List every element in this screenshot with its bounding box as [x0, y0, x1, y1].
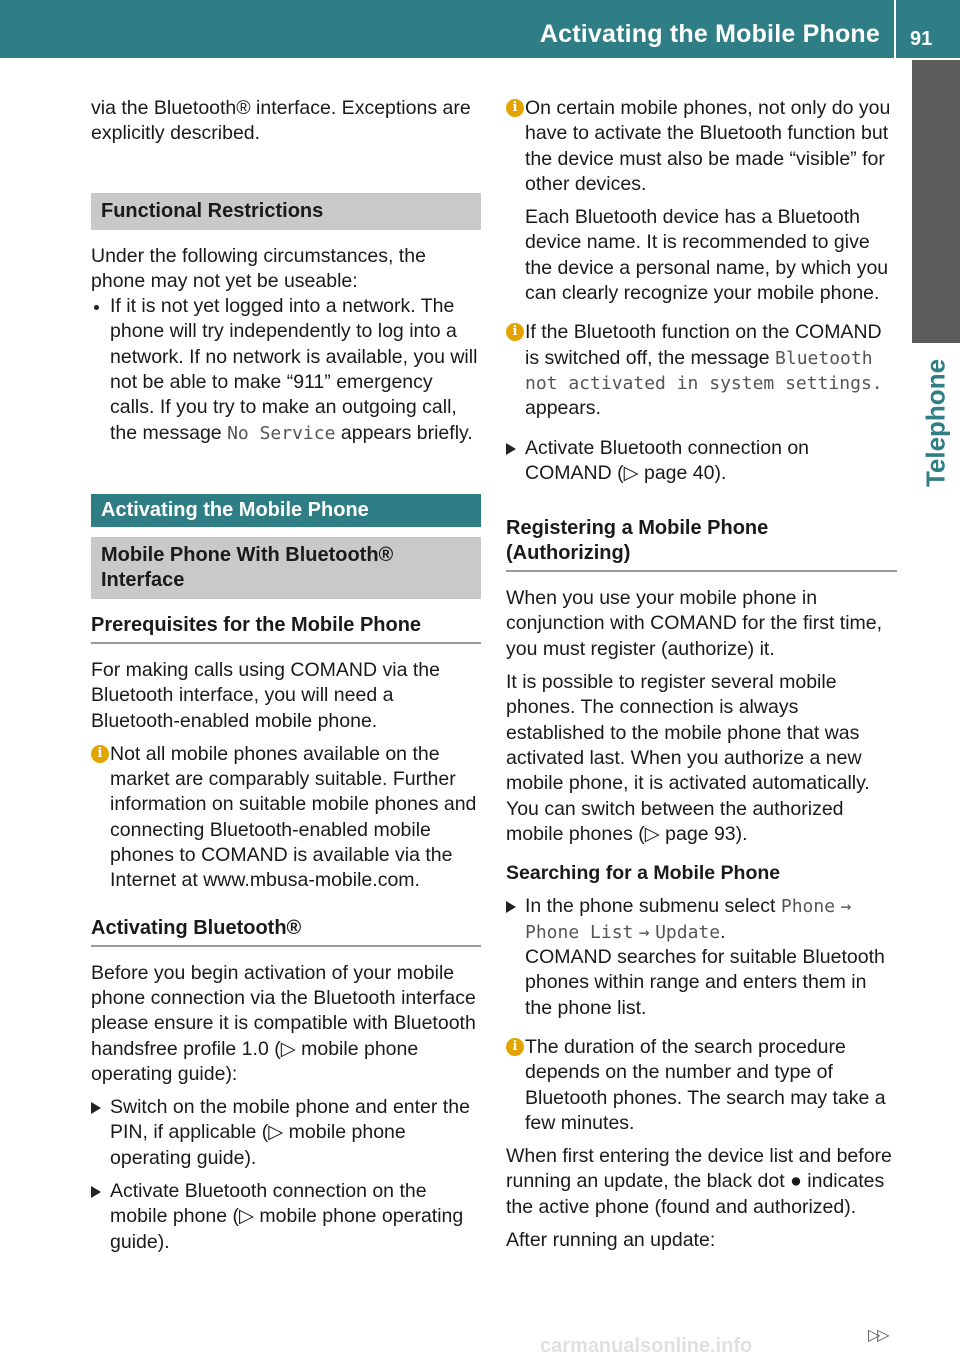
watermark: carmanualsonline.info [540, 1335, 753, 1357]
intro-paragraph: via the Bluetooth® interface. Exceptions are explicitly described. [91, 97, 471, 145]
step-activate-phone-bt: Activate Bluetooth connection on the mobile phone (▷ mobile phone operating guide). [91, 1179, 481, 1255]
path-arrow-icon: → [638, 921, 650, 943]
info-search-duration: i The duration of the search procedure depends on the number and type of Bluetooth phones. The search may take a few minutes. [506, 1035, 897, 1136]
page-number: 91 [910, 28, 933, 50]
page-title: Activating the Mobile Phone [539, 20, 880, 48]
after-update-paragraph: After running an update: [506, 1228, 716, 1251]
prereq-text: For making calls using COMAND via the Bluetooth interface, you will need a Bluetooth-enabled mobile phone. [91, 658, 440, 732]
activating-heading: Activating the Mobile Phone [91, 494, 481, 527]
bullet-dot-icon [94, 305, 99, 310]
info-icon: i [506, 99, 524, 117]
registering-p2: It is possible to register several mobile phones. The connection is always established to the mobile phone that was activated last. When you authorize a new mobile phone, it is activated automatically. You can switch between the authorized mobile phones (▷ page 93). [506, 671, 870, 845]
step-activate-comand-bt: Activate Bluetooth connection on COMAND (▷ page 40). [506, 436, 897, 487]
prereq-heading: Prerequisites for the Mobile Phone [91, 613, 481, 644]
activating-bt-text: Before you begin activation of your mobile phone connection via the Bluetooth interface please ensure it is compatible with Bluetooth handsfree profile 1.0 (▷ mobile phone operating guide): [91, 961, 476, 1085]
bt-not-activated-code: Bluetooth not activated in system settings. [525, 347, 883, 394]
step-switch-on: Switch on the mobile phone and enter the PIN, if applicable (▷ mobile phone operating guide). [91, 1095, 481, 1171]
step-search: In the phone submenu select Phone → Phone List → Update. COMAND searches for suitable Bluetooth phones within range and enters them in the phone list. [506, 894, 897, 1020]
menu-path-phone: Phone [780, 896, 836, 918]
step-arrow-icon [506, 443, 516, 455]
registering-heading: Registering a Mobile Phone (Authorizing) [506, 516, 897, 572]
step-arrow-icon [91, 1102, 101, 1114]
no-service-code: No Service [227, 422, 336, 444]
info-visible: i On certain mobile phones, not only do you have to activate the Bluetooth function but the device must also be made “visible” for other devices. Each Bluetooth device has a Bluetooth device name. It is recommended to give the device a personal name, by which you can clearly recognize your mobile phone. [506, 96, 897, 306]
searching-heading: Searching for a Mobile Phone [506, 862, 781, 885]
continue-arrows-icon: ▷▷ [868, 1327, 887, 1344]
left-column [91, 96, 481, 1255]
activating-bt-heading: Activating Bluetooth® [91, 916, 481, 947]
right-column [506, 96, 897, 1253]
path-arrow-icon: → [840, 896, 852, 918]
info-icon: i [506, 1038, 524, 1056]
menu-path-update: Update [655, 921, 721, 943]
info-icon: i [91, 745, 109, 763]
step-arrow-icon [91, 1186, 101, 1198]
registering-p1: When you use your mobile phone in conjunction with COMAND for the first time, you must register (authorize) it. [506, 587, 883, 660]
header-divider [894, 0, 896, 58]
info-bt-off: i If the Bluetooth function on the COMAND is switched off, the message Bluetooth not activated in system settings. appears. [506, 320, 897, 421]
black-dot-icon: ● [790, 1170, 802, 1193]
info-icon: i [506, 323, 524, 341]
restriction-bullet: If it is not yet logged into a network. The phone will try independently to log into a network. If no network is available, you will not be able to make “911” emergency calls. If you try to make an outgoing call, the message No Service appears briefly. [91, 294, 481, 446]
functional-restrictions-heading: Functional Restrictions [91, 193, 481, 230]
side-tab-label: Telephone [920, 358, 951, 488]
device-list-paragraph: When first entering the device list and before running an update, the black dot ● indicates the active phone (found and authorized). [506, 1145, 892, 1218]
prereq-info: i Not all mobile phones available on the market are comparably suitable. Further information on suitable mobile phones and connecting Bluetooth-enabled mobile phones to COMAND is available via the Internet at www.mbusa-mobile.com. [91, 742, 481, 894]
functional-restrictions-text: Under the following circumstances, the phone may not yet be useable: [91, 244, 426, 292]
side-tab [912, 60, 960, 343]
mobile-bt-heading: Mobile Phone With Bluetooth® Interface [91, 537, 481, 599]
menu-path-phone-list: Phone List [525, 921, 634, 943]
step-arrow-icon [506, 901, 516, 913]
